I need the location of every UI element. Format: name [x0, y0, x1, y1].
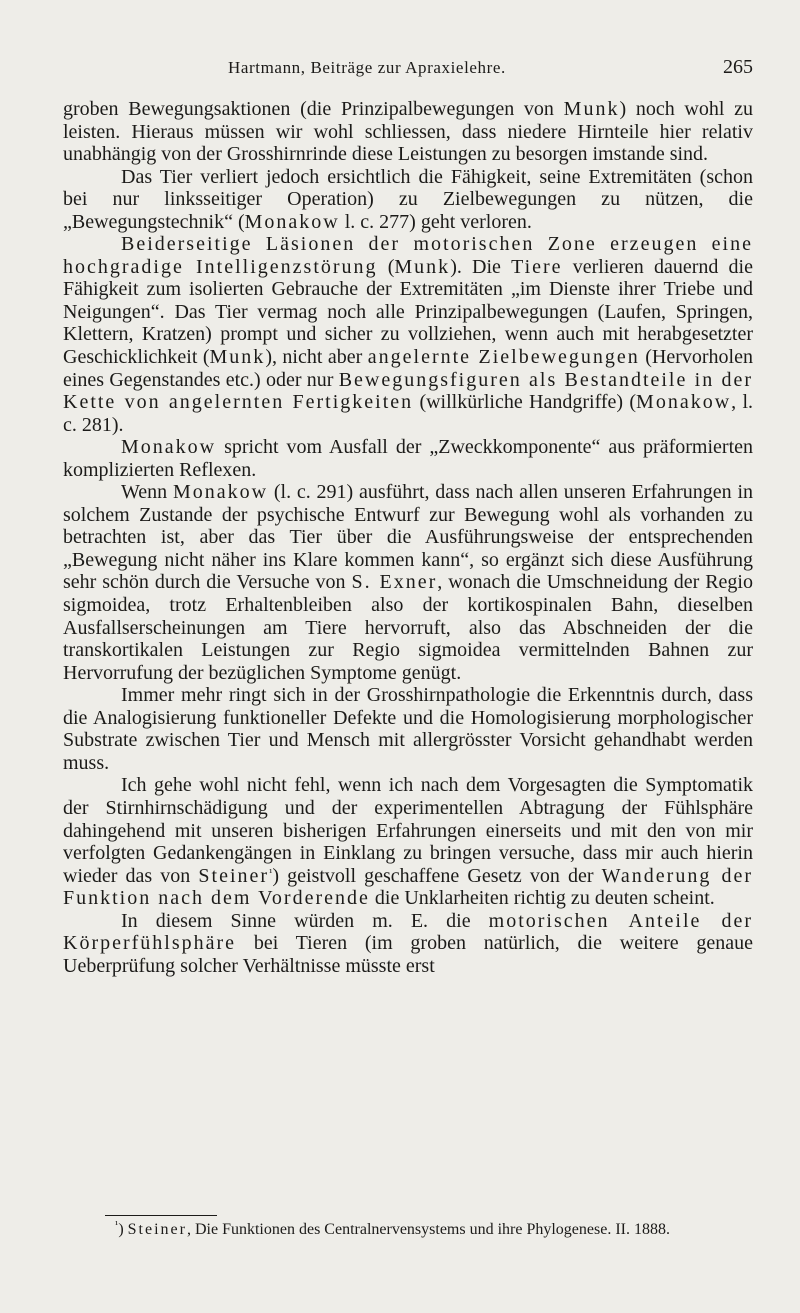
text-run: verlieren dauernd die Fähigkeit zum isolierten Gebrauche der Extremitäten „im Dienste ihrer Triebe und Neigungen“. Das Tier vermag noch alle Prinzipalbewegungen (Laufen, Springen, Klettern, Kratzen) prompt und sicher zu vollziehen, wenn auch mit herabgesetzter Geschicklichkeit (: [63, 255, 753, 369]
footnote-rule: [105, 1215, 217, 1216]
text-run: (: [377, 255, 395, 278]
spaced-emphasis: Monakow: [172, 481, 269, 504]
text-run: ): [118, 1221, 128, 1238]
text-run: (willkürliche Handgriffe) (: [413, 391, 637, 414]
spaced-emphasis: Steiner: [198, 864, 270, 887]
paragraph: [63, 98, 753, 166]
text-run: ) noch wohl zu leisten. Hieraus müssen wir wohl schliessen, dass niedere Hirnteile hier relativ unabhängig von der Grosshirnrinde diese Leistungen zu besorgen imstande sind.: [63, 98, 753, 166]
paragraph: [63, 684, 753, 774]
text-run: Immer mehr ringt sich in der Grosshirnpathologie die Erkenntnis durch, dass die Analogisierung funktioneller Defekte und die Homologisierung morphologischer Substrate zwischen Tier und Mensch mit allergrösster Vorsicht gehandhabt werden muss.: [63, 684, 753, 774]
spaced-emphasis: Steiner: [127, 1221, 187, 1238]
paragraph: [63, 436, 753, 481]
body-text: [63, 98, 753, 977]
paragraph: [63, 774, 753, 909]
footnote-marker: ¹: [115, 1219, 119, 1231]
spaced-emphasis: Munk: [563, 98, 620, 120]
spaced-emphasis: Wanderung der Funktion nach dem Vorderende: [63, 864, 753, 910]
text-run: die Unklarheiten richtig zu deuten scheint.: [369, 887, 715, 910]
spaced-emphasis: angelernte Zielbewegungen: [367, 346, 640, 369]
spaced-emphasis: S. Exner: [351, 571, 438, 594]
text-run: , wonach die Umschneidung der Regio sigmoidea, trotz Erhaltenbleiben also der kortikospinalen Bahn, dieselben Ausfallserscheinungen am Tiere hervorruft, also das Abschneiden der die transkortikalen Leistungen zur Regio sigmoidea vermittelnden Bahnen zur Hervorrufung der bezüglichen Symptome genügt.: [63, 571, 753, 684]
running-header: [63, 58, 753, 88]
running-title: Hartmann, Beiträge zur Apraxielehre.: [228, 58, 506, 77]
paragraph: [63, 481, 753, 684]
text-run: (Hervorholen eines Gegenstandes etc.) oder nur: [63, 346, 753, 391]
text-run: ) geistvoll geschaffene Gesetz von der: [272, 864, 602, 887]
text-run: , l. c. 281).: [63, 391, 754, 436]
text-run: ). Die: [450, 255, 512, 278]
text-run: In diesem Sinne würden m. E. die: [121, 909, 489, 932]
text-run: , Die Funktionen des Centralnervensystems und ihre Phylogenese. II. 1888.: [186, 1221, 670, 1238]
text-run: bei Tieren (im groben natürlich, die weitere genaue Ueberprüfung solcher Verhältnisse müsste erst: [63, 932, 753, 977]
spaced-emphasis: Monakow: [121, 436, 217, 459]
paragraph: [63, 233, 753, 436]
spaced-emphasis: motorischen Anteile der Körperfühlsphäre: [63, 909, 753, 955]
spaced-emphasis: Munk: [394, 255, 451, 278]
text-run: (l. c. 291) ausführt, dass nach allen unseren Erfahrungen in solchem Zustande der psychische Entwurf zur Bewegung wohl als vorhanden zu betrachten ist, aber das Tier über die Ausführungsweise der entsprechenden „Bewegung nicht näher ins Klare kommen kann“, so ergänzt sich diese Ausführung sehr schön durch die Versuche von: [63, 481, 754, 594]
spaced-emphasis: Munk: [209, 346, 266, 369]
paragraph: [63, 910, 753, 978]
text-run: groben Bewegungsaktionen (die Prinzipalbewegungen von: [63, 98, 564, 120]
text-run: ), nicht aber: [265, 346, 368, 369]
footnote-marker: ¹: [269, 866, 273, 879]
text-run: l. c. 277) geht verloren.: [339, 210, 532, 233]
text-run: Ich gehe wohl nicht fehl, wenn ich nach dem Vorgesagten die Symptomatik der Stirnhirnschädigung und der experimentellen Abtragung der Fühlsphäre dahingehend mit unseren bisherigen Erfahrungen einerseits und mit den von mir verfolgten Gedankengängen in Einklang zu bringen versuche, dass mir auch hierin wieder das von: [63, 774, 753, 887]
spaced-emphasis: Bewegungsfiguren als Bestandteile in der Kette von angelernten Fertigkeiten: [63, 368, 753, 414]
spaced-emphasis: Monakow: [636, 391, 732, 414]
spaced-emphasis: Beiderseitige Läsionen der motorischen Zone erzeugen eine hochgradige Intelligenzstörung: [63, 233, 753, 278]
text-run: Wenn: [121, 481, 173, 504]
spaced-emphasis: Tiere: [511, 255, 563, 278]
text-run: Das Tier verliert jedoch ersichtlich die Fähigkeit, seine Extremitäten (schon bei nur linksseitiger Operation) zu Zielbewegungen zu nützen, die „Bewegungstechnik“ (: [63, 165, 753, 233]
text-run: spricht vom Ausfall der „Zweckkomponente“ aus präformierten komplizierten Reflexen.: [63, 436, 753, 481]
spaced-emphasis: Monakow: [244, 210, 340, 233]
paragraph: [63, 166, 753, 234]
footnote: [63, 1220, 753, 1240]
page-number: 265: [723, 56, 753, 78]
